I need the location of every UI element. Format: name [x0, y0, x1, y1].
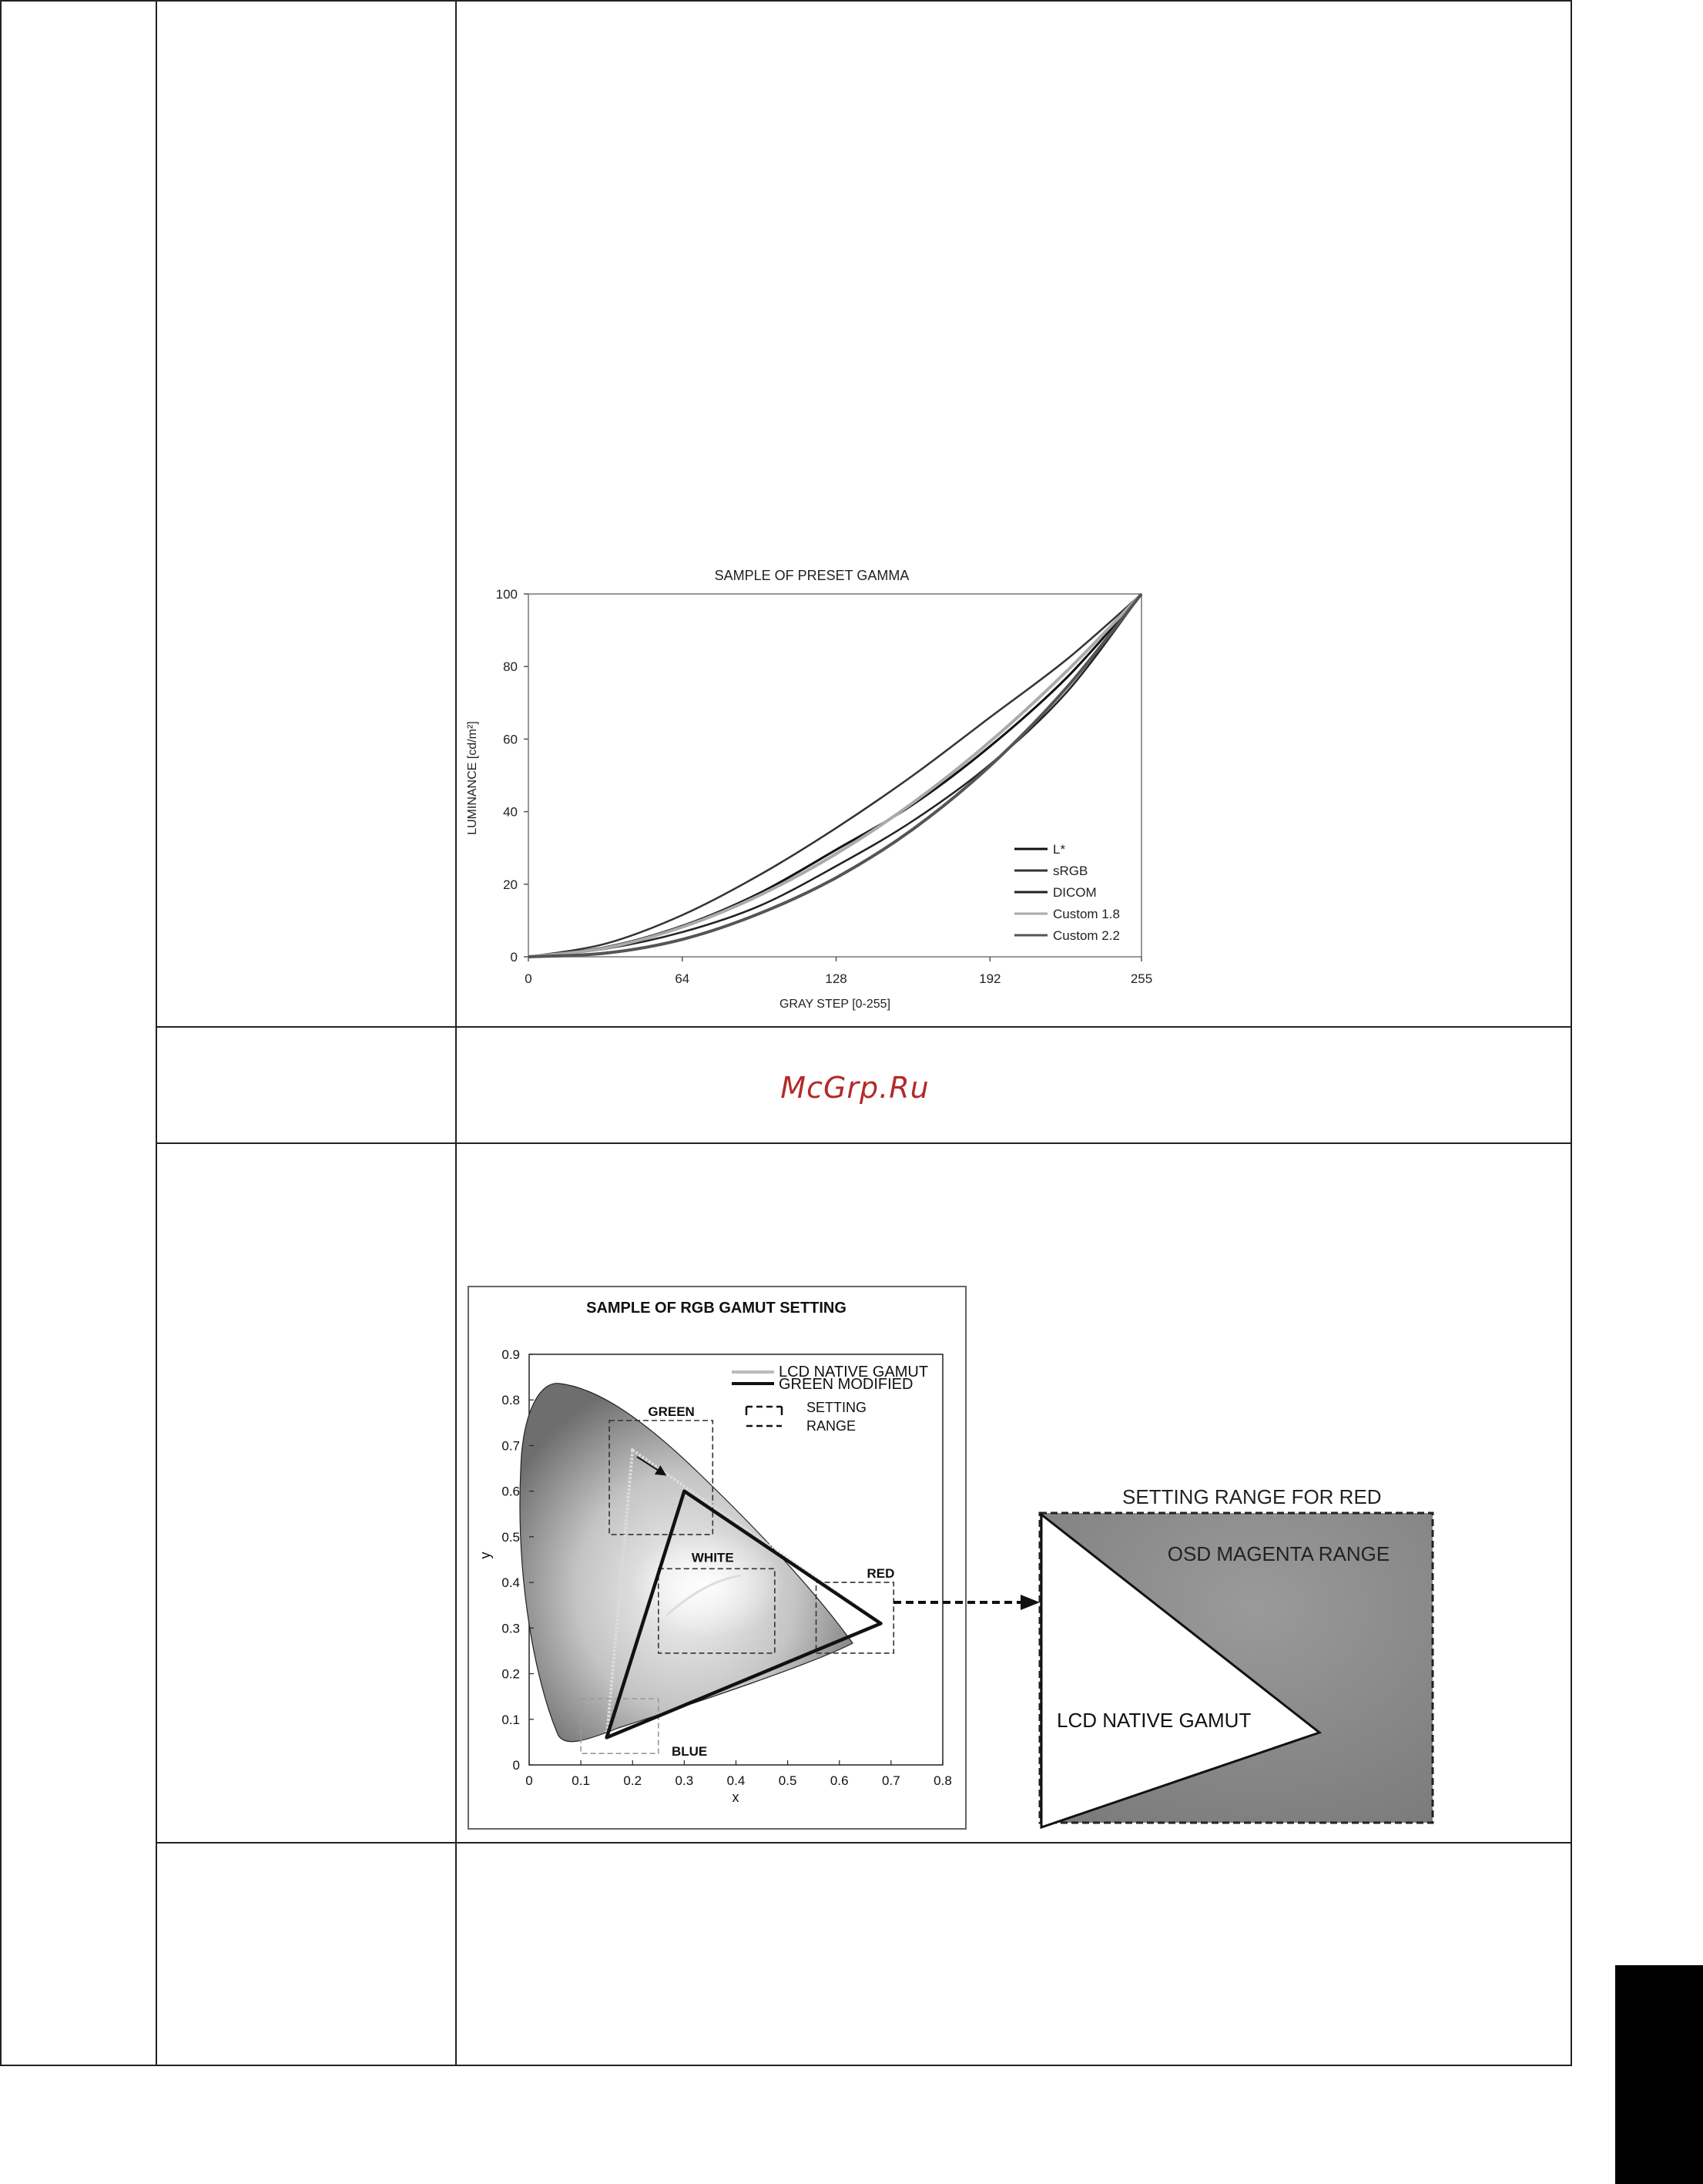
- row-divider-1: [156, 1026, 1572, 1028]
- page-edge-tab: [1615, 1965, 1703, 2184]
- gamut-x-tick-label: 0.8: [934, 1773, 952, 1788]
- gamut-y-tick-label: 0.2: [501, 1666, 520, 1682]
- gamut-chart: [468, 1286, 968, 1831]
- gamma-y-axis-label: LUMINANCE [cd/m²]: [466, 721, 479, 835]
- region-label: GREEN: [648, 1404, 695, 1419]
- gamut-y-tick-label: 0.8: [501, 1393, 520, 1408]
- osd-magenta-range-label: OSD MAGENTA RANGE: [1167, 1542, 1390, 1565]
- gamma-y-tick-label: 20: [503, 877, 518, 892]
- gamut-x-tick-label: 0.3: [675, 1773, 694, 1788]
- gamut-y-tick-label: 0.9: [501, 1347, 520, 1362]
- gamut-y-tick-label: 0.4: [501, 1575, 520, 1591]
- gamut-x-tick-label: 0.1: [572, 1773, 590, 1788]
- row-divider-2: [156, 1142, 1572, 1144]
- gamut-x-tick-label: 0.6: [830, 1773, 849, 1788]
- gamma-legend-label: DICOM: [1053, 885, 1097, 900]
- gamma-x-tick-label: 255: [1130, 971, 1153, 986]
- region-label: RED: [867, 1566, 895, 1582]
- gamma-x-tick-label: 64: [675, 971, 690, 986]
- gamma-y-tick-label: 60: [503, 732, 518, 747]
- gamma-x-tick-label: 0: [525, 971, 532, 986]
- region-label: BLUE: [671, 1744, 708, 1760]
- gamma-x-tick-label: 192: [979, 971, 1001, 986]
- red-range-title: SETTING RANGE FOR RED: [1122, 1485, 1382, 1508]
- gamut-x-tick-label: 0.4: [726, 1773, 746, 1788]
- gamma-chart: [458, 562, 1175, 1025]
- gamut-chart-title: SAMPLE OF RGB GAMUT SETTING: [586, 1300, 846, 1317]
- gamut-legend-label: RANGE: [806, 1418, 857, 1434]
- gamut-y-axis-label: y: [478, 1552, 493, 1559]
- gamma-y-tick-label: 40: [503, 804, 518, 820]
- gamut-y-tick-label: 0.6: [501, 1484, 520, 1499]
- region-label: WHITE: [691, 1550, 734, 1565]
- column-divider-1: [156, 0, 157, 2066]
- left-border-line: [0, 0, 2, 2066]
- gamut-y-tick-label: 0.7: [501, 1438, 520, 1454]
- gamma-legend-label: Custom 1.8: [1053, 907, 1120, 921]
- gamut-x-axis-label: x: [732, 1790, 739, 1805]
- top-border-line: [0, 0, 1572, 2]
- column-divider-2: [455, 0, 457, 2066]
- gamma-x-tick-label: 128: [825, 971, 847, 986]
- gamut-legend-label: GREEN MODIFIED: [779, 1376, 914, 1393]
- watermark-text: McGrp.Ru: [780, 1071, 930, 1105]
- right-border-line: [1571, 0, 1572, 2066]
- gamut-y-tick-label: 0.1: [501, 1712, 520, 1727]
- gamma-y-tick-label: 0: [510, 950, 518, 965]
- gamma-x-axis-label: GRAY STEP [0-255]: [779, 998, 891, 1011]
- gamma-y-tick-label: 100: [495, 587, 518, 602]
- gamut-x-tick-label: 0.7: [882, 1773, 900, 1788]
- gamut-x-tick-label: 0: [525, 1773, 533, 1788]
- gamma-plot-frame: [528, 594, 1141, 957]
- gamut-x-tick-label: 0.5: [778, 1773, 797, 1788]
- red-range-diagram: [1037, 1510, 1437, 1833]
- gamut-x-tick-label: 0.2: [623, 1773, 642, 1788]
- gamma-legend-label: L*: [1053, 842, 1066, 857]
- gamut-legend-label: SETTING: [806, 1400, 867, 1415]
- gamut-y-tick-label: 0.3: [501, 1621, 520, 1636]
- gamma-chart-title: SAMPLE OF PRESET GAMMA: [714, 568, 910, 583]
- lcd-native-gamut-label: LCD NATIVE GAMUT: [1057, 1709, 1252, 1732]
- red-range-connector: [893, 1587, 1048, 1618]
- gamut-y-tick-label: 0.5: [501, 1529, 520, 1545]
- row-divider-3: [156, 1842, 1572, 1843]
- gamma-legend-label: sRGB: [1053, 864, 1088, 878]
- bottom-border-line: [0, 2065, 1572, 2066]
- gamma-y-tick-label: 80: [503, 659, 518, 675]
- gamut-legend-label: LCD NATIVE GAMUT: [779, 1364, 929, 1381]
- gamma-legend-label: Custom 2.2: [1053, 928, 1120, 943]
- gamut-y-tick-label: 0: [512, 1758, 520, 1773]
